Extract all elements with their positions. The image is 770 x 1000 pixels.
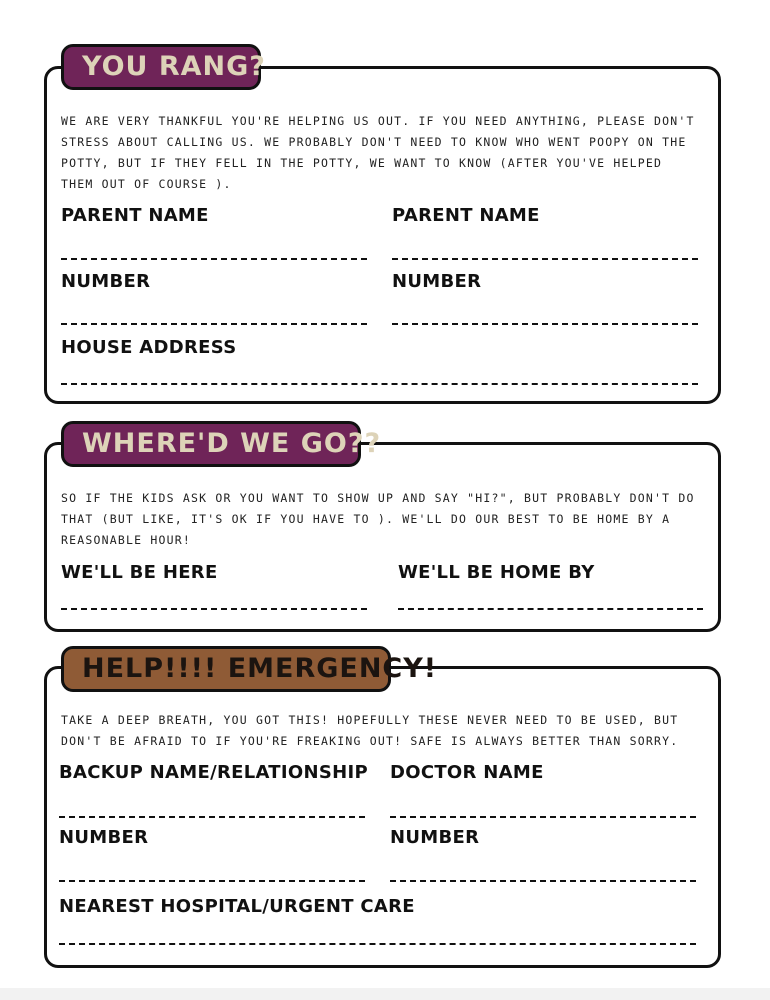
where-we-go-title: WHERE'D WE GO?? xyxy=(61,421,361,467)
number-1-label: NUMBER xyxy=(61,271,151,292)
number-1-field[interactable] xyxy=(61,323,367,325)
well-be-here-field[interactable] xyxy=(61,608,367,610)
you-rang-intro: WE ARE VERY THANKFUL YOU'RE HELPING US OUT. IF YOU NEED ANYTHING, PLEASE DON'T STRESS ABOUT CALLING US. WE PROBABLY DON'T NEED TO KNOW WHO WENT POOPY ON THE POTTY, BUT IF THEY FELL IN THE POTTY, WE WANT TO KNOW (AFTER YOU'VE HELPED THEM OUT OF COURSE ). xyxy=(61,114,695,191)
house-address-field[interactable] xyxy=(61,383,698,385)
doctor-name-field[interactable] xyxy=(390,816,696,818)
house-address-label: HOUSE ADDRESS xyxy=(61,337,237,358)
backup-number-label: NUMBER xyxy=(59,827,149,848)
parent-name-2-label: PARENT NAME xyxy=(392,205,540,226)
doctor-name-label: DOCTOR NAME xyxy=(390,762,544,783)
doctor-number-label: NUMBER xyxy=(390,827,480,848)
number-2-label: NUMBER xyxy=(392,271,482,292)
backup-name-field[interactable] xyxy=(59,816,365,818)
where-we-go-intro: SO IF THE KIDS ASK OR YOU WANT TO SHOW UP AND SAY "HI?", BUT PROBABLY DON'T DO THAT (BUT LIKE, IT'S OK IF YOU HAVE TO ). WE'LL DO OUR BEST TO BE HOME BY A REASONABLE HOUR! xyxy=(61,491,695,547)
hospital-field[interactable] xyxy=(59,943,696,945)
well-be-here-label: WE'LL BE HERE xyxy=(61,562,218,583)
emergency-intro: TAKE A DEEP BREATH, YOU GOT THIS! HOPEFULLY THESE NEVER NEED TO BE USED, BUT DON'T BE AFRAID TO IF YOU'RE FREAKING OUT! SAFE IS ALWAYS BETTER THAN SORRY. xyxy=(61,713,679,748)
well-be-home-by-label: WE'LL BE HOME BY xyxy=(398,562,595,583)
backup-number-field[interactable] xyxy=(59,880,365,882)
parent-name-1-field[interactable] xyxy=(61,258,367,260)
well-be-home-by-field[interactable] xyxy=(398,608,703,610)
number-2-field[interactable] xyxy=(392,323,698,325)
parent-name-1-label: PARENT NAME xyxy=(61,205,209,226)
you-rang-title: YOU RANG? xyxy=(61,44,261,90)
doctor-number-field[interactable] xyxy=(390,880,696,882)
emergency-title: HELP!!!! EMERGENCY! xyxy=(61,646,391,692)
parent-name-2-field[interactable] xyxy=(392,258,698,260)
page-bottom-strip xyxy=(0,988,770,1000)
backup-name-label: BACKUP NAME/RELATIONSHIP xyxy=(59,762,368,783)
hospital-label: NEAREST HOSPITAL/URGENT CARE xyxy=(59,896,415,917)
